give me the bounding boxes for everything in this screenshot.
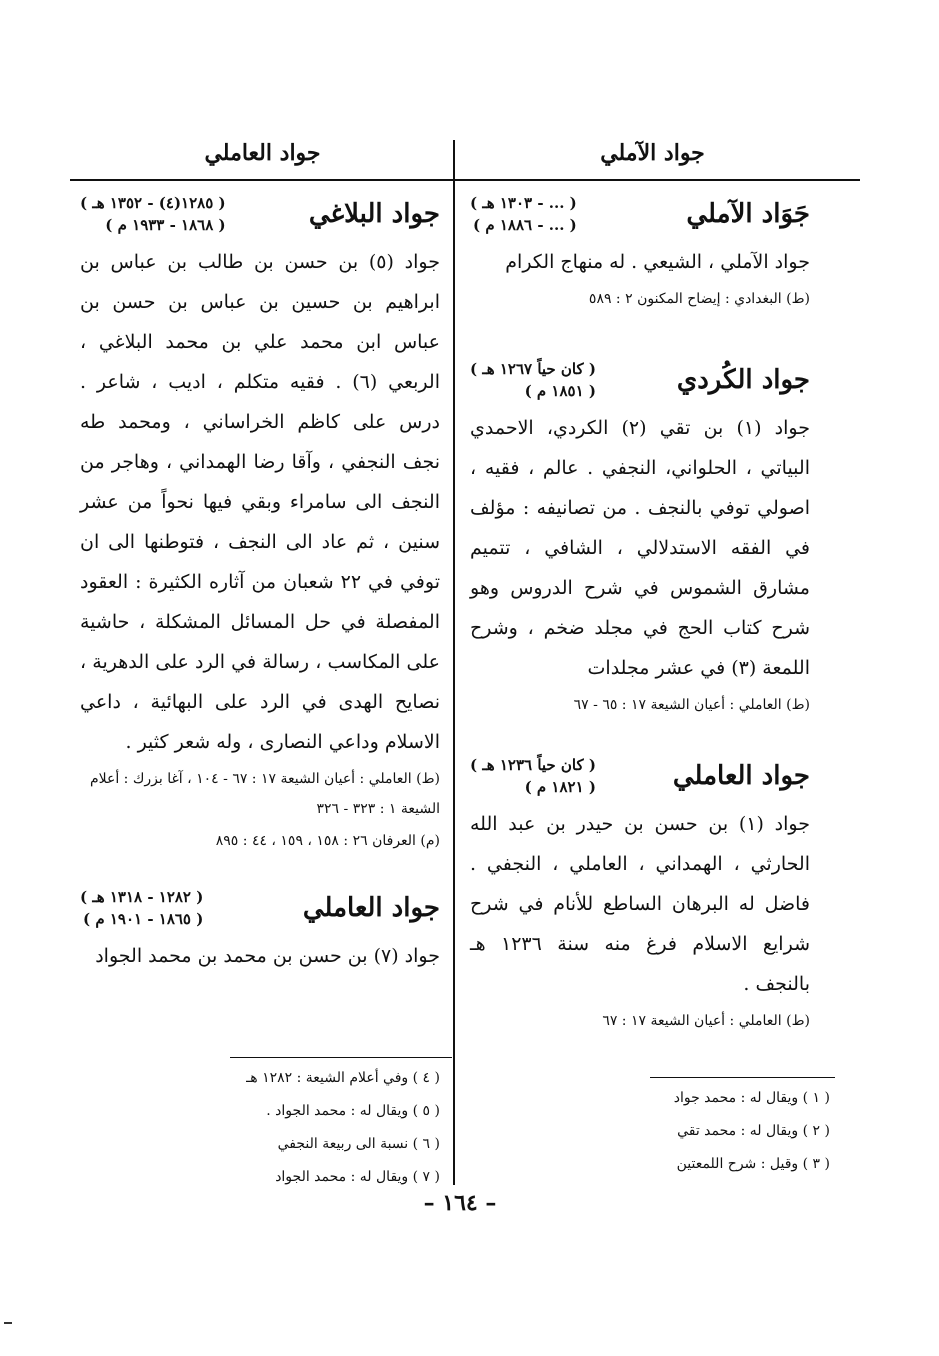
footnote-rule-left [230,1057,452,1058]
entry-reference: (ط) البغدادي : إيضاح المكنون ٢ : ٥٨٩ [588,291,810,307]
dates-gregorian: ( ١٨٦٨ - ١٩٣٣ م ) [105,216,226,234]
dates-gregorian: ( ١٨٢١ م ) [524,778,596,796]
entry-reference: (ط) العاملي : أعيان الشيعة ١٧ : ٦٧ - ١٠٤ ، آغا بزرك : أعلام الشيعة ١ : ٣٢٣ - ٣٢٦ [89,771,440,817]
entry-name: جواد الكُردي [676,365,810,395]
header-rule [70,179,860,181]
entry-name: جَوَاد الآملي [686,199,810,229]
entry-dates [470,358,596,402]
footnote: ( ١ ) ويقال له : محمد جواد [673,1090,830,1106]
entry-dates [80,192,226,236]
right-column [470,192,810,1036]
footnote: ( ٦ ) نسبة الى ربيعة النجفي [277,1136,440,1152]
footnote: ( ٧ ) ويقال له : محمد الجواد [275,1169,440,1185]
dates-hijri: ( كان حياً ١٢٣٦ هـ ) [470,756,596,774]
entry-body: جواد الآملي ، الشيعي . له منهاج الكرام [505,251,810,273]
running-header-left: جواد العاملي [204,140,321,166]
entry-body: جواد (٥) بن حسن بن طالب بن عباس بن ابراهيم بن حسين بن عباس بن حسن بن عباس ابن محمد علي بن محمد البلاغي ، الربعي (٦) . فقيه متكلم ، اديب ، شاعر . درس على كاظم الخراساني ، ومحمد طه نجف النجفي ، وآقا رضا الهمداني ، وهاجر من النجف الى سامراء وبقي فيها نحواً من عشر سنين ، ثم عاد الى النجف ، فتوطنها الى ان توفي في ٢٢ شعبان من آثاره الكثيرة : العقود المفصلة في حل المسائل المشكلة ، حاشية على المكاسب ، رسالة في الرد على الدهرية ، نصايح الهدى في الرد على البهائية ، داعي الاسلام وداعي النصارى ، وله شعر كثير . [80,251,440,753]
entry-body: جواد (١) بن حسن بن حيدر بن عبد الله الحارثي ، الهمداني ، العاملي ، النجفي . فاضل له البرهان الساطع للأنام في شرح شرايع الاسلام فرغ منه سنة ١٢٣٦ هـ بالنجف . [470,813,810,995]
dates-gregorian: ( ... - ١٨٨٦ م ) [473,216,577,234]
dates-hijri: ( ١٢٨٢ - ١٣١٨ هـ ) [80,888,204,906]
dates-hijri: ( كان حياً ١٢٦٧ هـ ) [470,360,596,378]
footnote: ( ٤ ) وفي أعلام الشيعة : ١٢٨٢ هـ [246,1070,440,1086]
footnote-rule-right [650,1077,835,1078]
column-divider [453,140,455,1185]
entry-reference: (ط) العاملي : أعيان الشيعة ١٧ : ٦٧ [602,1013,810,1029]
entry-reference: (ط) العاملي : أعيان الشيعة ١٧ : ٦٥ - ٦٧ [573,697,810,713]
entry-ameli-2 [80,886,440,976]
left-column [80,192,440,976]
entry-dates [470,754,596,798]
page-number: – ١٦٤ – [423,1190,497,1216]
entry-dates [470,192,577,236]
footnotes-right [560,1082,830,1181]
dates-gregorian: ( ١٨٥١ م ) [524,382,596,400]
dates-hijri: ( ... - ١٣٠٣ هـ ) [470,194,577,212]
entry-name: جواد العاملي [302,893,440,923]
entry-dates [80,886,203,930]
dates-gregorian: ( ١٨٦٥ - ١٩٠١ م ) [83,910,204,928]
dates-hijri: ( ١٢٨٥(٤) - ١٣٥٢ هـ ) [80,194,226,212]
entry-body: جواد (٧) بن حسن بن محمد بن محمد الجواد [95,945,440,967]
scan-mark [4,1322,12,1324]
footnote: ( ٥ ) ويقال له : محمد الجواد . [266,1103,440,1119]
entry-ameli-1 [470,754,810,1036]
entry-body: جواد (١) بن تقي (٢) الكردي، الاحمدي البياتي ، الحلواني، النجفي . عالم ، فقيه ، اصولي توفي بالنجف . من تصانيفه : مؤلف في الفقه الاستدلالي ، الشافي ، تتميم مشارق الشموس في شرح الدروس وهو شرح كتاب الحج في مجلد ضخم ، وشرح اللمعة (٣) في عشر مجلدات [470,417,810,679]
entry-name: جواد البلاغي [308,199,440,229]
entry-kurdi [470,358,810,720]
footnote: ( ٣ ) وقيل : شرح اللمعتين [676,1156,830,1172]
footnote: ( ٢ ) ويقال له : محمد تقي [677,1123,830,1139]
entry-name: جواد العاملي [672,761,810,791]
entry-reference: (م) العرفان ٢٦ : ١٥٨ ، ١٥٩ ، ٤٤ : ٨٩٥ [215,833,440,849]
footnotes-left [160,1062,440,1194]
running-header-right: جواد الآملي [600,140,705,166]
entry-balaghi [80,192,440,856]
entry-amoli [470,192,810,314]
